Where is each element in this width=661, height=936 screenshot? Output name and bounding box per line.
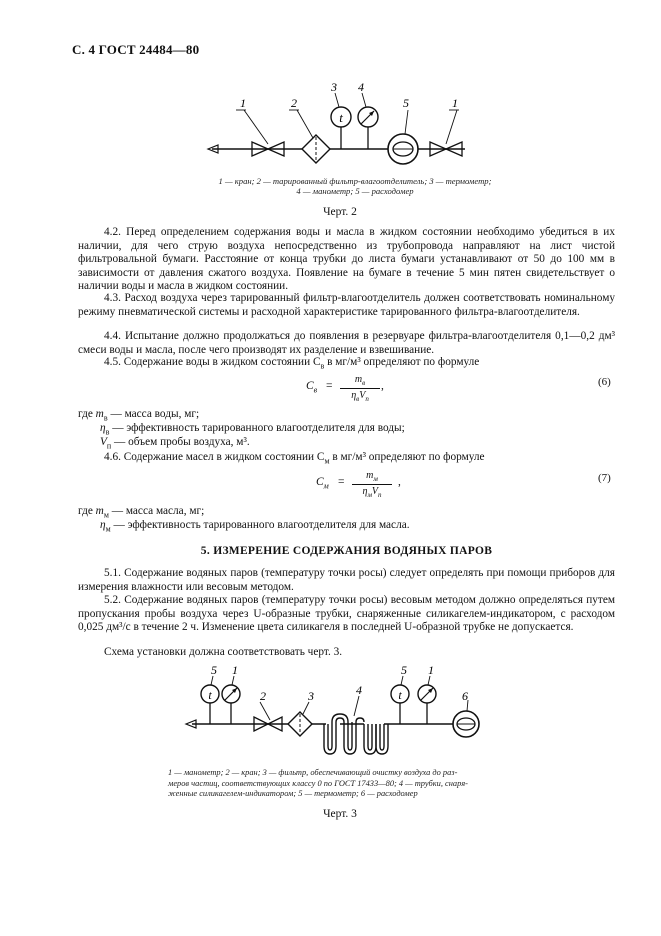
equation-7: $C_м$ = $m_м$ $\eta_мV_п$ , (316, 470, 401, 499)
fig2-label: 5 (403, 96, 409, 110)
fig3-label: 3 (308, 689, 314, 703)
fig3-label: 5 (401, 664, 407, 677)
fig2-label: 1 (452, 96, 458, 110)
figure-2-diagram (200, 76, 475, 171)
thermometer-icon (391, 685, 409, 724)
fig3-label: 1 (232, 664, 238, 677)
definition-line: где $m_в$ — масса воды, мг; (78, 408, 200, 423)
paragraph-5-2: 5.2. Содержание водяных паров (температуру точки росы) весовым методом должно определяться путем пропускания пробы воздуха через U-образные трубки, снаряженные силикагелем-индикатором, с расходом 0,025 дм³/с в течение 2 ч. Изменение цвета силикагеля в последней U-образной трубке не допускается. (78, 594, 615, 634)
flowmeter-icon (453, 711, 479, 737)
paragraph-5-3: Схема установки должна соответствовать черт. 3. (104, 646, 343, 658)
filter-icon (288, 712, 312, 736)
figure-3-caption: 1 — манометр; 2 — кран; 3 — фильтр, обеспечивающий очистку воздуха до раз- меров частиц, соответствующих классу 0 по ГОСТ 17433—80; 4 — трубки, снаря- женные силикагелем-индикатором; 5 — термометр; 6 — расходомер (168, 768, 468, 798)
section-5-heading: 5. ИЗМЕРЕНИЕ СОДЕРЖАНИЯ ВОДЯНЫХ ПАРОВ (200, 545, 493, 557)
fig3-label: 6 (462, 689, 468, 703)
paragraph-4-6: 4.6. Содержание масел в жидком состоянии $C_м$ в мг/м³ определяют по формуле (104, 451, 485, 466)
figure-3-diagram (178, 664, 498, 764)
fig3-label: 1 (428, 664, 434, 677)
svg-text:t: t (208, 688, 212, 702)
definition-line: $\eta_м$ — эффективность тарированного влагоотделителя для масла. (100, 519, 410, 534)
paragraph-4-5: 4.5. Содержание воды в жидком состоянии $C_в$ в мг/м³ определяют по формуле (104, 356, 480, 371)
fig3-label: 4 (356, 683, 362, 697)
fig2-label: 4 (358, 80, 364, 94)
svg-text:t: t (339, 110, 343, 125)
paragraph-4-4: 4.4. Испытание должно продолжаться до появления в резервуаре фильтра-влагоотделителя 0,1—0,2 дм³ смеси воды и масла, после чего производят их разделение и взвешивание. (78, 330, 615, 356)
equation-6-number: (6) (598, 376, 611, 388)
manometer-icon (418, 685, 436, 724)
fig3-label: 5 (211, 664, 217, 677)
fig2-label: 2 (291, 96, 297, 110)
thermometer-icon (331, 107, 351, 149)
paragraph-4-3: 4.3. Расход воздуха через тарированный фильтр-влагоотделитель должен соответствовать номинальному режиму пневматической системы и расходной характеристике тарированного фильтра-влагоотделителя. (78, 292, 615, 318)
figure-2-caption: 1 — кран; 2 — тарированный фильтр-влагоотделитель; 3 — термометр; 4 — манометр; 5 — расходомер (218, 176, 492, 196)
figure-3-title: Черт. 3 (323, 808, 357, 820)
manometer-icon (222, 685, 240, 724)
fig2-label: 1 (240, 96, 246, 110)
equation-7-number: (7) (598, 472, 611, 484)
paragraph-4-2: 4.2. Перед определением содержания воды и масла в жидком состоянии необходимо убедиться в их наличии, для чего струю воздуха непосредственно из трубопровода направляют на лист чистой фильтровальной бумаги. Расстояние от конца трубки до листа бумаги устанавливают от 50 до 100 мм в зависимости от давления сжатого воздуха. Появление на бумаге в течение 5 мин пятен свидетельствует о наличии воды и масла в жидком состоянии. (78, 226, 615, 293)
svg-text:t: t (398, 688, 402, 702)
manometer-icon (358, 107, 378, 149)
flowmeter-icon (388, 134, 418, 164)
definition-line: где $m_м$ — масса масла, мг; (78, 505, 205, 520)
fig3-label: 2 (260, 689, 266, 703)
page-header: С. 4 ГОСТ 24484—80 (72, 42, 200, 57)
equation-6: $C_в$ = $m_в$ $\eta_вV_п$ , (306, 374, 384, 403)
definition-line: $V_п$ — объем пробы воздуха, м³. (100, 436, 250, 451)
filter-icon (302, 135, 330, 163)
paragraph-5-1: 5.1. Содержание водяных паров (температуру точки росы) следует определять при помощи приборов для измерения влажности или весовым методом. (78, 567, 615, 593)
u-tube-icon (324, 714, 356, 754)
thermometer-icon (201, 685, 219, 724)
definition-line: $\eta_в$ — эффективность тарированного влагоотделителя для воды; (100, 422, 405, 437)
fig2-label: 3 (331, 80, 337, 94)
figure-2-title: Черт. 2 (323, 206, 357, 218)
